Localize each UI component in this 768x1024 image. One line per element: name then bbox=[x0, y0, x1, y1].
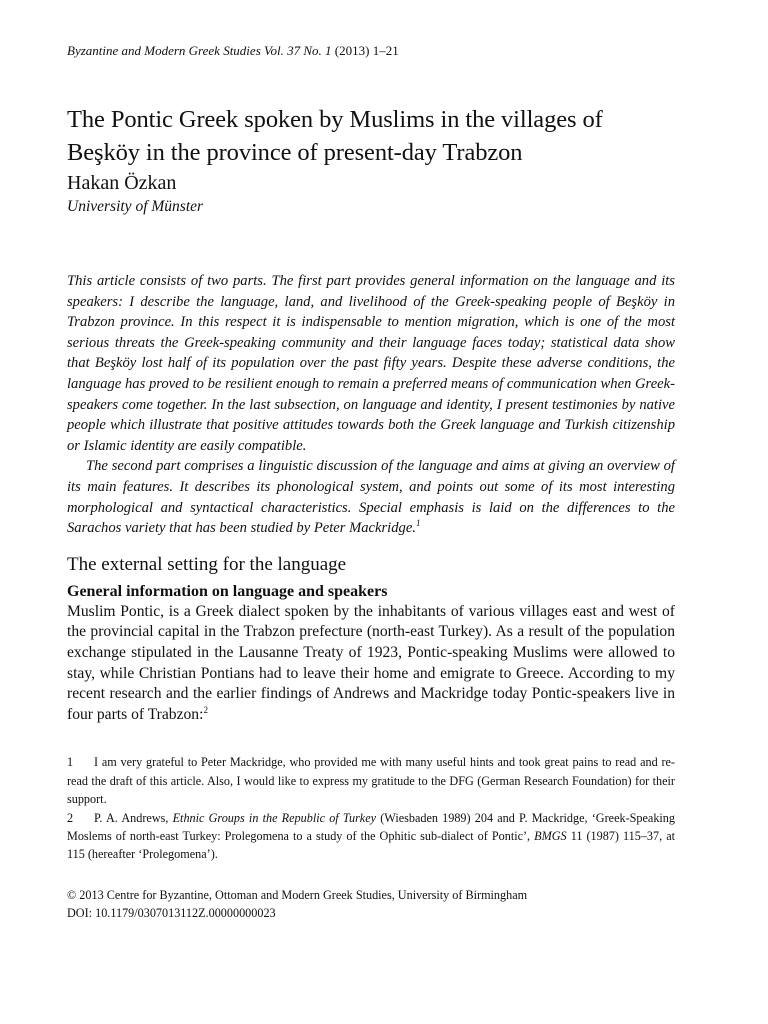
footnote-1 bbox=[67, 753, 675, 808]
body-paragraph-text: Muslim Pontic, is a Greek dialect spoken by the inhabitants of various villages east and west of the provincial capital in the Trabzon prefecture (north-east Turkey). As a result of the population exchange stipulated in the Lausanne Treaty of 1923, Pontic-speaking Muslims were allowed to stay, while Christian Pontians had to leave their home and emigrate to Greece. According to my recent research and the earlier findings of Andrews and Mackridge today Pontic-speakers live in four parts of Trabzon: bbox=[67, 602, 675, 723]
doi-line[interactable]: DOI: 10.1179/0307013112Z.00000000023 bbox=[67, 906, 276, 921]
copyright-line: © 2013 Centre for Byzantine, Ottoman and Modern Greek Studies, University of Birmingham bbox=[67, 887, 528, 902]
article-title bbox=[67, 103, 675, 169]
article-title-line2: Beşköy in the province of present-day Trabzon bbox=[67, 139, 523, 166]
copyright-block bbox=[67, 886, 675, 923]
footnote-text-after: 11 (1987) 115–37, at 115 (hereafter ‘Prolegomena’). bbox=[67, 828, 675, 862]
abstract-paragraph-2 bbox=[67, 456, 675, 538]
section-heading: The external setting for the language bbox=[67, 553, 347, 575]
footnotes bbox=[67, 753, 675, 863]
footnote-ref-2[interactable]: 2 bbox=[203, 704, 208, 715]
article-page bbox=[67, 42, 675, 923]
abstract bbox=[67, 271, 675, 539]
footnote-text: I am very grateful to Peter Mackridge, who provided me with many useful hints and took great pains to read and re-read the draft of this article. Also, I would like to express my gratitude to the DFG (German Research Foundation) for their support. bbox=[67, 755, 675, 807]
footnote-ref-1[interactable]: 1 bbox=[415, 518, 421, 529]
footnote-number: 2 bbox=[67, 810, 74, 825]
body-paragraph bbox=[67, 602, 675, 726]
footnote-book-title: Ethnic Groups in the Republic of Turkey bbox=[172, 810, 377, 825]
article-title-line1: The Pontic Greek spoken by Muslims in the villages of bbox=[67, 106, 603, 133]
author-name: Hakan Özkan bbox=[67, 172, 177, 194]
author-affiliation: University of Münster bbox=[67, 198, 204, 215]
abstract-paragraph-1: This article consists of two parts. The first part provides general information on the language and its speakers: I describe the language, land, and livelihood of the Greek-speaking people of Beşköy in Trabzon province. In this respect it is indispensable to mention migration, which is one of the most serious threats the Greek-speaking community and their language faces today; statistical data show that Beşköy lost half of its population over the past fifty years. Despite these adverse conditions, the language has proved to be resilient enough to remain a preferred means of communication when Greek-speakers come together. In the last subsection, on language and identity, I present testimonies by native people which illustrate that positive attitudes towards both the Greek language and Turkish citizenship or Islamic identity are easily compatible. bbox=[67, 273, 675, 454]
footnote-journal-abbrev: BMGS bbox=[534, 828, 567, 843]
footnote-number: 1 bbox=[67, 755, 74, 770]
subsection-heading: General information on language and speakers bbox=[67, 582, 388, 600]
journal-issue: (2013) 1–21 bbox=[334, 43, 399, 58]
abstract-paragraph-2-text: The second part comprises a linguistic discussion of the language and aims at giving an overview of its main features. It describes its phonological system, and points out some of its most interesting morphological and syntactical characteristics. Special emphasis is laid on the differences to the Sarachos variety that has been studied by Peter Mackridge. bbox=[67, 458, 675, 537]
footnote-2 bbox=[67, 809, 675, 864]
footnote-text-before: P. A. Andrews, bbox=[94, 810, 173, 825]
journal-name: Byzantine and Modern Greek Studies bbox=[67, 43, 261, 58]
journal-volume: Vol. 37 No. 1 bbox=[264, 43, 332, 58]
footnote-text-middle: (Wiesbaden 1989) 204 and P. Mackridge, ‘Greek-Speaking Moslems of north-east Turkey: Prolegomena to a study of the Ophitic sub-dialect of Pontic’, bbox=[67, 810, 675, 843]
journal-header bbox=[67, 42, 675, 60]
